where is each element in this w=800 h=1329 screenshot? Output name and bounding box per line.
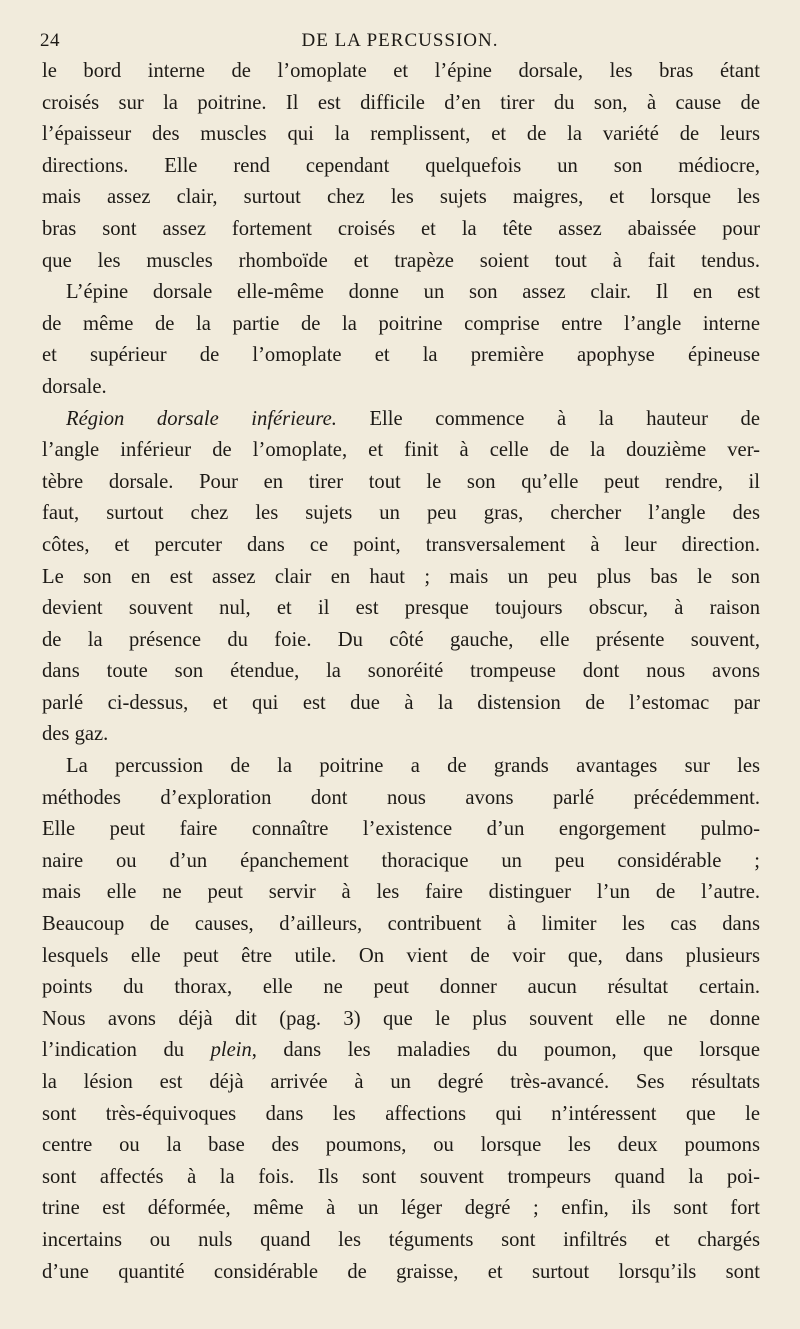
text-line: devient souvent nul, et il est presque toujours obscur, à raison: [42, 597, 760, 620]
text-line: et supérieur de l’omoplate et la première apophyse épineuse: [42, 344, 760, 367]
text-line: La percussion de la poitrine a de grands avantages sur les: [66, 755, 760, 778]
text-line: Le son en est assez clair en haut ; mais un peu plus bas le son: [42, 565, 760, 588]
text-line: bras sont assez fortement croisés et la tête assez abaissée pour: [42, 217, 760, 240]
text-line: d’une quantité considérable de graisse, et surtout lorsqu’ils sont: [42, 1260, 760, 1283]
text-line: trine est déformée, même à un léger degré ; enfin, ils sont fort: [42, 1197, 760, 1220]
text-line: tèbre dorsale. Pour en tirer tout le son qu’elle peut rendre, il: [42, 470, 760, 493]
text-line: l’angle inférieur de l’omoplate, et finit à celle de la douzième ver-: [42, 439, 760, 462]
paragraph-3: [42, 404, 760, 752]
text-line: Elle peut faire connaître l’existence d’un engorgement pulmo-: [42, 818, 760, 841]
paragraph-1: [42, 56, 760, 277]
text-line: mais elle ne peut servir à les faire distinguer l’un de l’autre.: [42, 881, 760, 904]
text-line: dans toute son étendue, la sonoréité trompeuse dont nous avons: [42, 660, 760, 683]
text-line: l’épaisseur des muscles qui la remplissent, et de la variété de leurs: [42, 123, 760, 146]
text-line: [42, 1035, 760, 1067]
text-fragment: Elle commence à la hauteur de: [336, 407, 760, 430]
text-fragment: l’indication du: [42, 1039, 211, 1062]
text-line: centre ou la base des poumons, ou lorsque les deux poumons: [42, 1134, 760, 1157]
text-line: mais assez clair, surtout chez les sujets maigres, et lorsque les: [42, 186, 760, 209]
running-title: DE LA PERCUSSION.: [301, 30, 499, 51]
section-heading: Région dorsale inférieure.: [66, 407, 337, 430]
text-line: de même de la partie de la poitrine comprise entre l’angle interne: [42, 312, 760, 335]
text-line: dorsale.: [42, 375, 107, 398]
running-head: [0, 30, 800, 56]
body-text: [42, 56, 760, 1288]
text-line: incertains ou nuls quand les téguments sont infiltrés et chargés: [42, 1228, 760, 1251]
text-line: sont très-équivoques dans les affections qui n’intéressent que le: [42, 1102, 760, 1125]
text-line: que les muscles rhomboïde et trapèze soient tout à fait tendus.: [42, 249, 760, 272]
paragraph-2: [42, 277, 760, 403]
text-line: Nous avons déjà dit (pag. 3) que le plus souvent elle ne donne: [42, 1007, 760, 1030]
text-fragment: , dans les maladies du poumon, que lorsque: [251, 1039, 760, 1062]
text-line: Beaucoup de causes, d’ailleurs, contribuent à limiter les cas dans: [42, 913, 760, 936]
text-line: la lésion est déjà arrivée à un degré très-avancé. Ses résultats: [42, 1071, 760, 1093]
text-line: L’épine dorsale elle-même donne un son assez clair. Il en est: [66, 281, 760, 304]
text-line: le bord interne de l’omoplate et l’épine dorsale, les bras étant: [42, 60, 760, 82]
paragraph-4: [42, 751, 760, 1288]
text-line: lesquels elle peut être utile. On vient de voir que, dans plusieurs: [42, 944, 760, 967]
page-number: 24: [40, 30, 60, 51]
text-line: méthodes d’exploration dont nous avons parlé précédemment.: [42, 786, 760, 809]
text-line: sont affectés à la fois. Ils sont souvent trompeurs quand la poi-: [42, 1165, 760, 1188]
emphasized-word: plein: [210, 1039, 252, 1062]
text-line: faut, surtout chez les sujets un peu gras, chercher l’angle des: [42, 502, 760, 525]
text-line: naire ou d’un épanchement thoracique un peu considérable ;: [42, 849, 760, 872]
text-line: côtes, et percuter dans ce point, transversalement à leur direction.: [42, 533, 760, 556]
text-line: [42, 404, 760, 436]
text-line: parlé ci-dessus, et qui est due à la distension de l’estomac par: [42, 691, 760, 714]
text-line: des gaz.: [42, 723, 109, 746]
text-line: directions. Elle rend cependant quelquefois un son médiocre,: [42, 154, 760, 177]
text-line: points du thorax, elle ne peut donner aucun résultat certain.: [42, 976, 760, 999]
text-line: croisés sur la poitrine. Il est difficile d’en tirer du son, à cause de: [42, 91, 760, 114]
text-line: de la présence du foie. Du côté gauche, elle présente souvent,: [42, 628, 760, 651]
